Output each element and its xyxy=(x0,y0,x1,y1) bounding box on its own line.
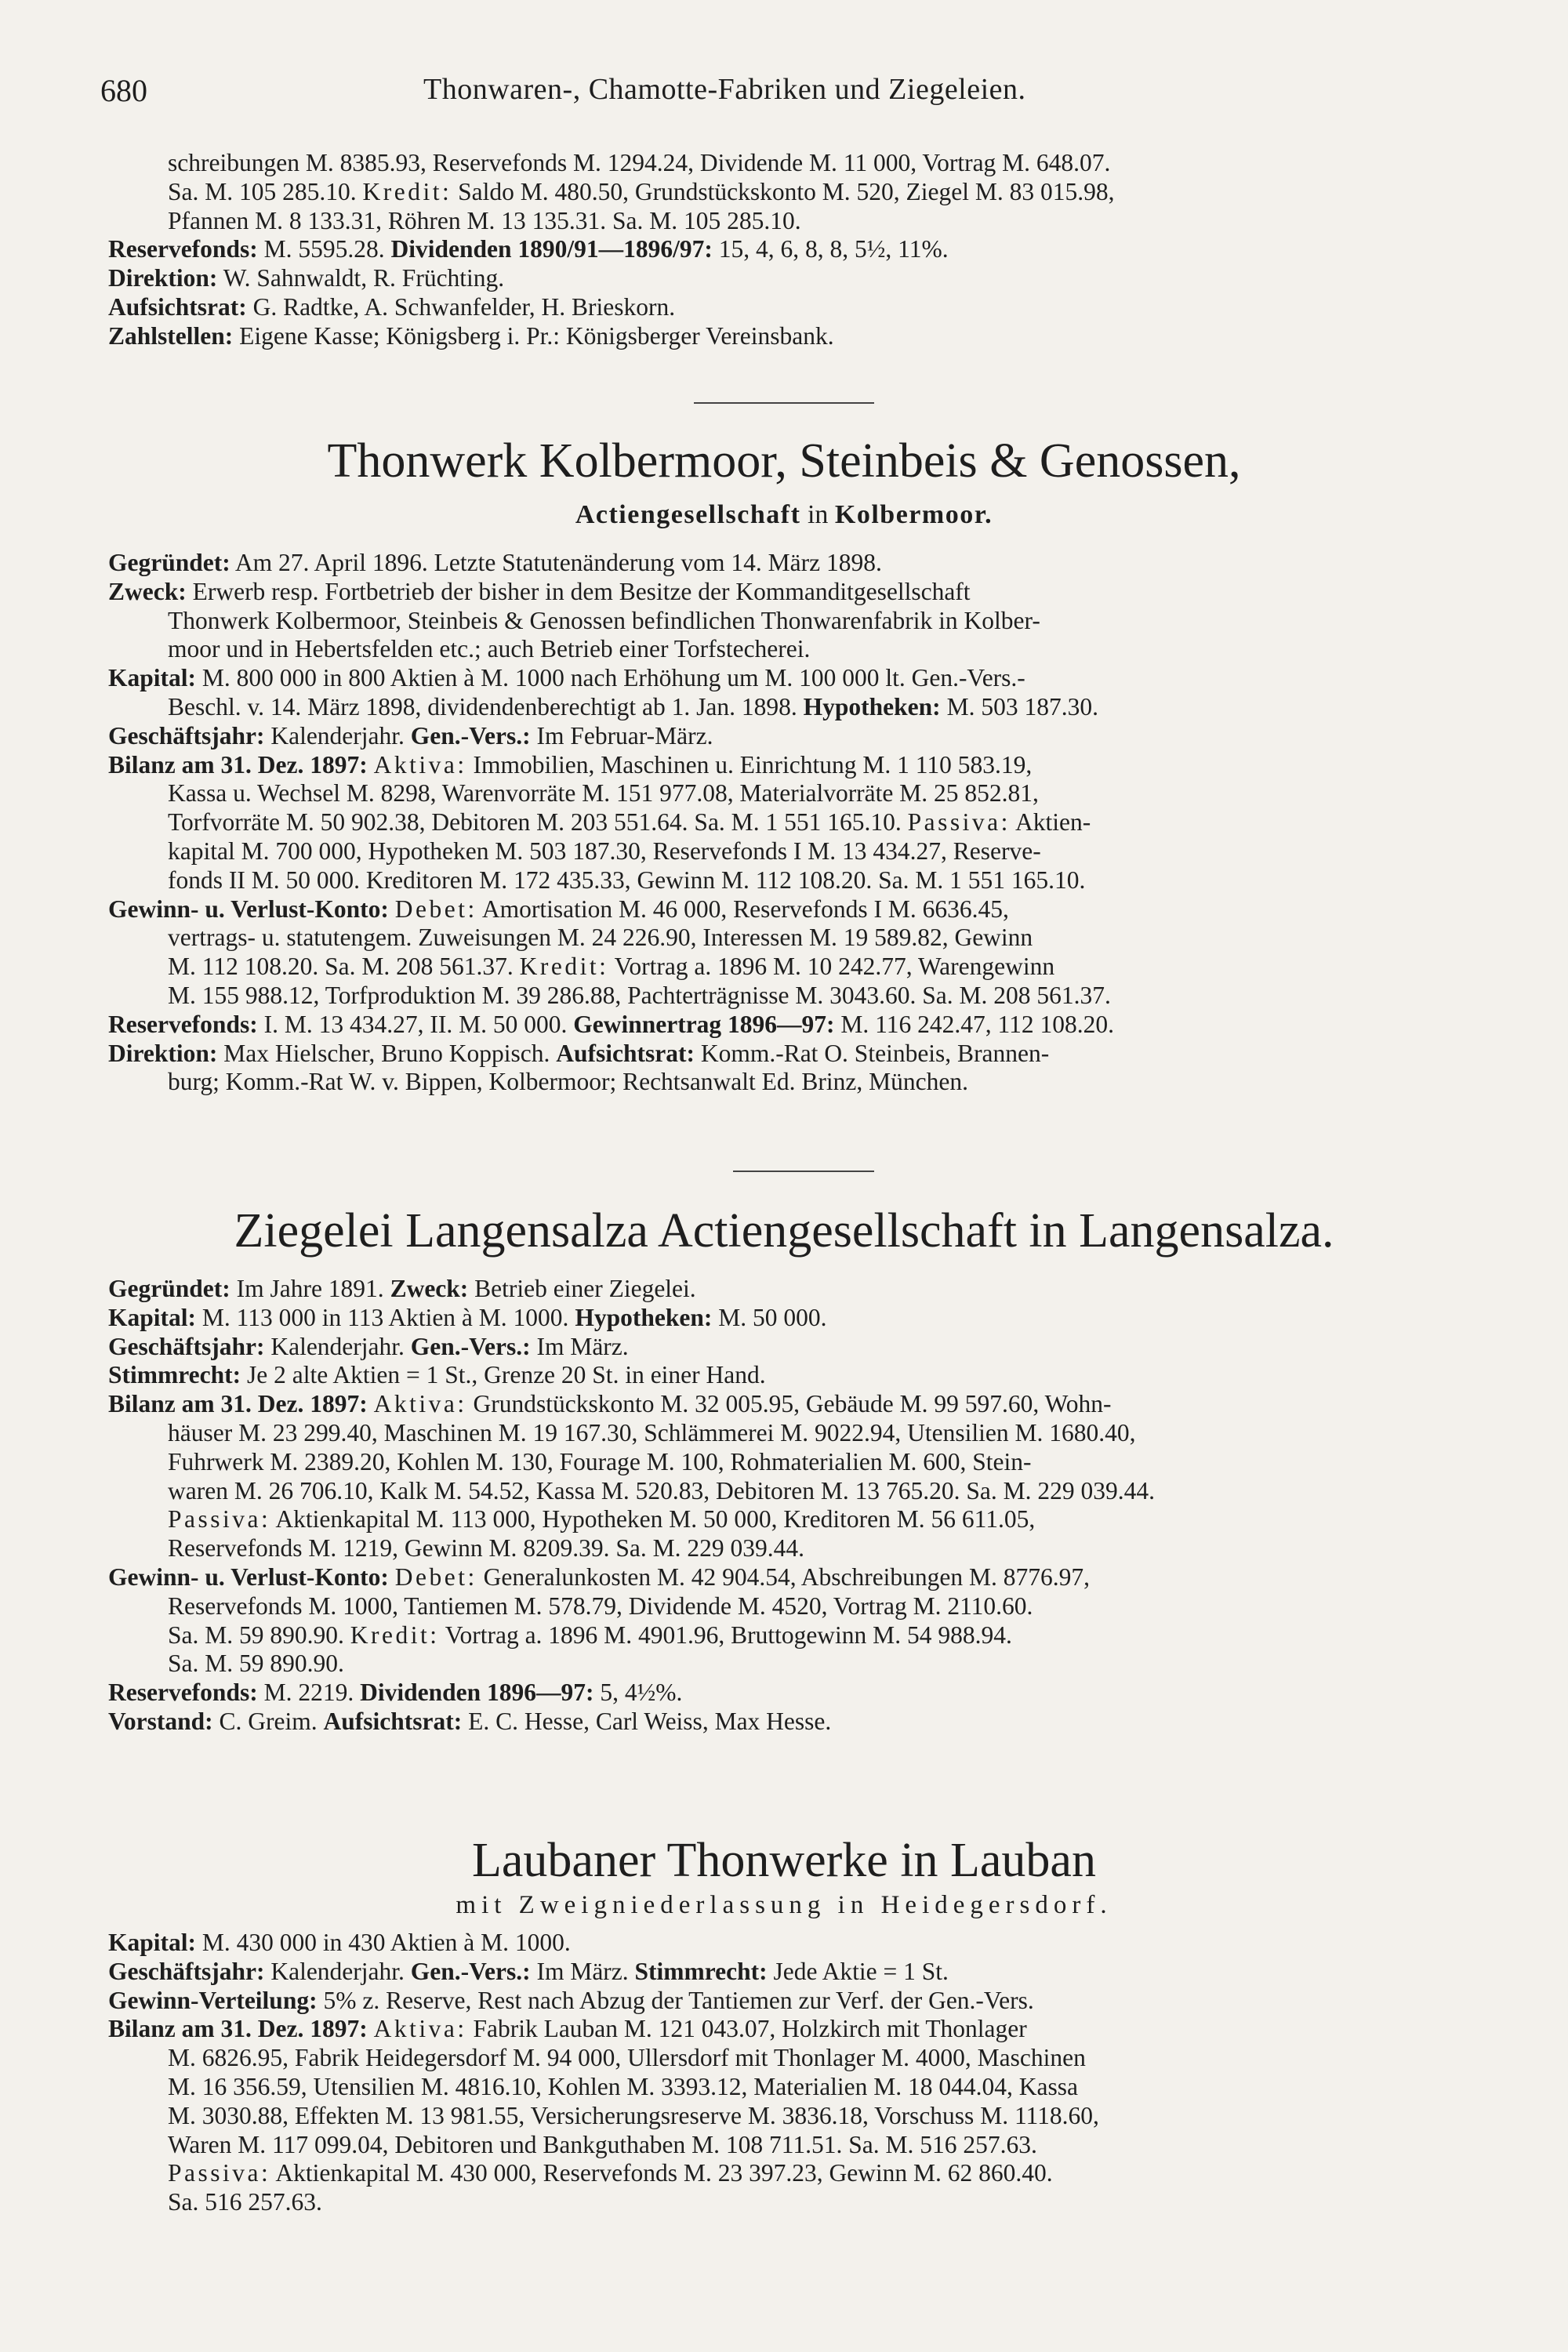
text-line: Reservefonds M. 1000, Tantiemen M. 578.79, Dividende M. 4520, Vortrag M. 2110.60. xyxy=(168,1592,1033,1620)
text-line: Kapital: M. 430 000 in 430 Aktien à M. 1000. xyxy=(108,1929,571,1956)
text-line: Gegründet: Am 27. April 1896. Letzte Statutenänderung vom 14. März 1898. xyxy=(108,549,882,576)
text-line: Pfannen M. 8 133.31, Röhren M. 13 135.31. Sa. M. 105 285.10. xyxy=(168,206,801,234)
text-line: kapital M. 700 000, Hypotheken M. 503 187.30, Reservefonds I M. 13 434.27, Reserve- xyxy=(168,837,1041,865)
text-line: M. 112 108.20. Sa. M. 208 561.37. Kredit: Vortrag a. 1896 M. 10 242.77, Warengewinn xyxy=(168,953,1055,981)
text-line: Reservefonds M. 1219, Gewinn M. 8209.39. Sa. M. 229 039.44. xyxy=(168,1534,804,1563)
text-line: fonds II M. 50 000. Kreditoren M. 172 435.33, Gewinn M. 112 108.20. Sa. M. 1 551 165.10. xyxy=(168,866,1086,894)
text-line: Bilanz am 31. Dez. 1897: Aktiva: Grundstückskonto M. 32 005.95, Gebäude M. 99 597.60, Wohn- xyxy=(108,1390,1112,1418)
text-line: Sa. M. 59 890.90. xyxy=(168,1650,344,1678)
company-subtitle-lauban: mit Zweigniederlassung in Heidegersdorf. xyxy=(456,1891,1112,1919)
text-line: burg; Komm.-Rat W. v. Bippen, Kolbermoor; Rechtsanwalt Ed. Brinz, München. xyxy=(168,1068,968,1096)
text-line: Reservefonds: I. M. 13 434.27, II. M. 50 000. Gewinnertrag 1896—97: M. 116 242.47, 112 108.20. xyxy=(108,1010,1114,1038)
text-line: Zweck: Erwerb resp. Fortbetrieb der bisher in dem Besitze der Kommanditgesellschaft xyxy=(108,577,971,605)
text-line: Geschäftsjahr: Kalenderjahr. Gen.-Vers.: Im März. xyxy=(108,1332,629,1360)
page-number: 680 xyxy=(100,73,147,108)
text-line: vertrags- u. statutengem. Zuweisungen M. 24 226.90, Interessen M. 19 589.82, Gewinn xyxy=(168,924,1033,952)
text-line: Bilanz am 31. Dez. 1897: Aktiva: Fabrik Lauban M. 121 043.07, Holzkirch mit Thonlager xyxy=(108,2015,1027,2043)
company-title-langensalza: Ziegelei Langensalza Actiengesellschaft in Langensalza. xyxy=(234,1204,1334,1258)
text-line: Thonwerk Kolbermoor, Steinbeis & Genossen befindlichen Thonwarenfabrik in Kolber- xyxy=(168,606,1040,634)
text-line: Gewinn- u. Verlust-Konto: Debet: Generalunkosten M. 42 904.54, Abschreibungen M. 8776.97, xyxy=(108,1563,1091,1591)
kolbermoor-entry xyxy=(108,549,1472,1097)
text-line: Sa. M. 105 285.10. Kredit: Saldo M. 480.50, Grundstückskonto M. 520, Ziegel M. 83 015.98, xyxy=(168,177,1115,205)
text-line: Direktion: Max Hielscher, Bruno Koppisch. Aufsichtsrat: Komm.-Rat O. Steinbeis, Brannen- xyxy=(108,1039,1050,1067)
previous-entry-continuation xyxy=(108,149,1472,351)
text-line: Beschl. v. 14. März 1898, dividendenberechtigt ab 1. Jan. 1898. Hypotheken: M. 503 187.30. xyxy=(168,692,1098,720)
company-title-lauban: Laubaner Thonwerke in Lauban xyxy=(472,1834,1096,1887)
text-line: Passiva: Aktienkapital M. 113 000, Hypotheken M. 50 000, Kreditoren M. 56 611.05, xyxy=(168,1505,1036,1534)
text-line: Kapital: M. 800 000 in 800 Aktien à M. 1000 nach Erhöhung um M. 100 000 lt. Gen.-Vers.- xyxy=(108,664,1025,692)
text-line: Vorstand: C. Greim. Aufsichtsrat: E. C. Hesse, Carl Weiss, Max Hesse. xyxy=(108,1707,832,1735)
text-line: M. 6826.95, Fabrik Heidegersdorf M. 94 000, Ullersdorf mit Thonlager M. 4000, Maschinen xyxy=(168,2044,1086,2072)
text-line: Fuhrwerk M. 2389.20, Kohlen M. 130, Fourage M. 100, Rohmaterialien M. 600, Stein- xyxy=(168,1447,1032,1475)
text-line: Sa. M. 59 890.90. Kredit: Vortrag a. 1896 M. 4901.96, Bruttogewinn M. 54 988.94. xyxy=(168,1621,1012,1649)
company-subtitle-kolbermoor: Actiengesellschaft in Kolbermoor. xyxy=(575,500,993,529)
company-title-kolbermoor: Thonwerk Kolbermoor, Steinbeis & Genossen, xyxy=(327,434,1241,488)
text-line: Direktion: W. Sahnwaldt, R. Früchting. xyxy=(108,264,505,292)
langensalza-entry xyxy=(108,1275,1472,1737)
text-line: Stimmrecht: Je 2 alte Aktien = 1 St., Grenze 20 St. in einer Hand. xyxy=(108,1361,766,1389)
text-line: waren M. 26 706.10, Kalk M. 54.52, Kassa M. 520.83, Debitoren M. 13 765.20. Sa. M. 229 039.44. xyxy=(168,1476,1156,1504)
text-line: Passiva: Aktienkapital M. 430 000, Reservefonds M. 23 397.23, Gewinn M. 62 860.40. xyxy=(168,2159,1053,2187)
text-line: Reservefonds: M. 5595.28. Dividenden 1890/91—1896/97: 15, 4, 6, 8, 8, 5½, 11%. xyxy=(108,235,949,263)
lauban-entry xyxy=(108,1929,1472,2217)
text-line: Kapital: M. 113 000 in 113 Aktien à M. 1000. Hypotheken: M. 50 000. xyxy=(108,1303,827,1331)
text-line: M. 3030.88, Effekten M. 13 981.55, Versicherungsreserve M. 3836.18, Vorschuss M. 1118.60, xyxy=(168,2101,1099,2129)
text-line: Reservefonds: M. 2219. Dividenden 1896—97: 5, 4½%. xyxy=(108,1679,683,1707)
text-line: Bilanz am 31. Dez. 1897: Aktiva: Immobilien, Maschinen u. Einrichtung M. 1 110 583.19, xyxy=(108,750,1033,779)
text-line: Kassa u. Wechsel M. 8298, Warenvorräte M. 151 977.08, Materialvorräte M. 25 852.81, xyxy=(168,779,1039,808)
running-title: Thonwaren-, Chamotte-Fabriken und Ziegeleien. xyxy=(423,73,1026,106)
text-line: Geschäftsjahr: Kalenderjahr. Gen.-Vers.: Im März. Stimmrecht: Jede Aktie = 1 St. xyxy=(108,1957,949,1985)
text-line: Gewinn-Verteilung: 5% z. Reserve, Rest nach Abzug der Tantiemen zur Verf. der Gen.-Vers. xyxy=(108,1986,1034,2014)
text-line: Zahlstellen: Eigene Kasse; Königsberg i. Pr.: Königsberger Vereinsbank. xyxy=(108,321,834,350)
section-divider xyxy=(694,402,874,404)
section-divider xyxy=(733,1171,874,1172)
text-line: Geschäftsjahr: Kalenderjahr. Gen.-Vers.: Im Februar-März. xyxy=(108,721,713,750)
text-line: Gewinn- u. Verlust-Konto: Debet: Amortisation M. 46 000, Reservefonds I M. 6636.45, xyxy=(108,895,1009,923)
text-line: schreibungen M. 8385.93, Reservefonds M. 1294.24, Dividende M. 11 000, Vortrag M. 648.07. xyxy=(168,149,1111,176)
text-line: Torfvorräte M. 50 902.38, Debitoren M. 203 551.64. Sa. M. 1 551 165.10. Passiva: Aktien- xyxy=(168,808,1091,837)
text-line: moor und in Hebertsfelden etc.; auch Betrieb einer Torfstecherei. xyxy=(168,635,811,663)
text-line: Sa. 516 257.63. xyxy=(168,2188,322,2216)
text-line: häuser M. 23 299.40, Maschinen M. 19 167.30, Schlämmerei M. 9022.94, Utensilien M. 1680.40, xyxy=(168,1418,1136,1446)
text-line: Gegründet: Im Jahre 1891. Zweck: Betrieb einer Ziegelei. xyxy=(108,1275,696,1302)
text-line: M. 16 356.59, Utensilien M. 4816.10, Kohlen M. 3393.12, Materialien M. 18 044.04, Kassa xyxy=(168,2072,1079,2100)
text-line: Waren M. 117 099.04, Debitoren und Bankguthaben M. 108 711.51. Sa. M. 516 257.63. xyxy=(168,2130,1037,2158)
text-line: M. 155 988.12, Torfproduktion M. 39 286.88, Pachterträgnisse M. 3043.60. Sa. M. 208 561.37. xyxy=(168,981,1111,1009)
text-line: Aufsichtsrat: G. Radtke, A. Schwanfelder, H. Brieskorn. xyxy=(108,292,676,321)
